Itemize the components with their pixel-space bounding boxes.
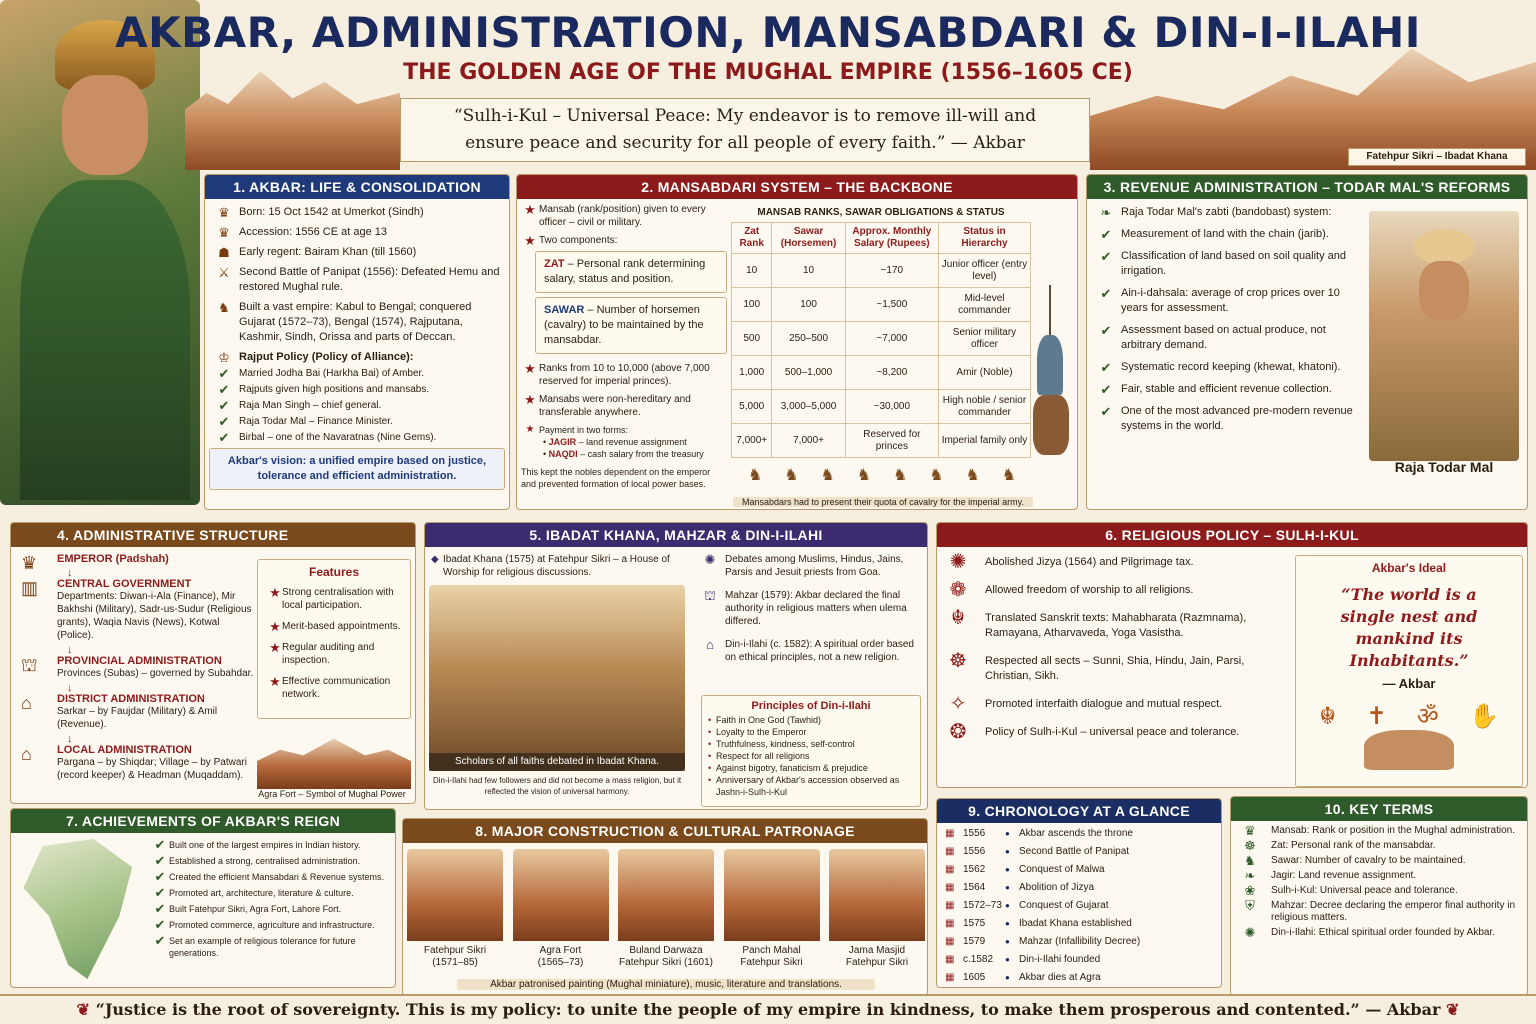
check-icon: ✔: [218, 414, 230, 429]
list-item: ★ Ranks from 10 to 10,000 (above 7,000 reserved for imperial princes).: [521, 362, 727, 388]
ideal-quote: “The world is a single nest and mankind its Inhabitants.”: [1340, 585, 1478, 670]
level-desc: Sarkar – by Faujdar (Military) & Amil (Revenue).: [57, 706, 218, 730]
check-icon: ✔: [154, 917, 166, 932]
mansab-table: [731, 205, 1031, 458]
horse-icon: ♞: [892, 467, 908, 484]
chronology-row: [941, 950, 1217, 968]
horse-icon: ♞: [856, 467, 872, 484]
list-item: ⛫ Mahzar (1579): Akbar declared the final authority in religious matters when ulema differed.: [695, 589, 923, 628]
check-icon: ✔: [218, 430, 230, 445]
building-icon: ▥: [21, 578, 39, 598]
chronology-year: ▦ 1605: [941, 971, 1005, 984]
page-subtitle: THE GOLDEN AGE OF THE MUGHAL EMPIRE (1556–1605 CE): [403, 60, 1133, 85]
cavalry-caption: Mansabdars had to present their quota of cavalry for the imperial army.: [733, 497, 1033, 507]
table-cell: Reserved for princes: [845, 424, 938, 458]
list-item: ✔ Raja Man Singh – chief general.: [209, 399, 505, 412]
dharma-icon: ☸: [1244, 838, 1256, 853]
leaf-icon: ❧: [1100, 205, 1112, 220]
principle-item: • Faith in One God (Tawhid): [708, 715, 822, 725]
faith-symbols: [1304, 703, 1514, 730]
list-item: ★ Two components:: [521, 234, 727, 247]
chronology-year: ▦ 1564: [941, 881, 1005, 894]
temple-icon: ⌂: [706, 637, 714, 652]
person-icon: ☗: [218, 245, 230, 260]
section-key-terms: [1230, 796, 1528, 996]
horse-icon: ♞: [784, 467, 799, 484]
level-desc: Departments: Diwan-i-Ala (Finance), Mir Bakhshi (Military), Sadr-us-Sudur (Religious grants), Waqia Navis (News), Kotwal (Police).: [57, 591, 252, 641]
chronology-row: [941, 861, 1217, 879]
check-circle-icon: ✔: [1100, 286, 1112, 301]
vision-box: Akbar's vision: a unified empire based on justice, tolerance and efficient administration.: [209, 448, 505, 490]
chronology-row: [941, 843, 1217, 861]
check-icon: ✔: [154, 853, 166, 868]
arrow-down-icon: ↓: [67, 567, 73, 579]
list-item: ★ Regular auditing and inspection.: [266, 641, 402, 667]
ornament-icon: ❦: [76, 1000, 91, 1019]
portrait-caption: Raja Todar Mal: [1394, 459, 1494, 475]
list-item: ♞ Sawar: Number of cavalry to be maintained.: [1235, 855, 1523, 867]
chronology-row: [941, 914, 1217, 932]
header-quote: [400, 98, 1090, 162]
list-item: ♛ Mansab: Rank or position in the Mughal administration.: [1235, 825, 1523, 837]
section-religious-policy: [936, 522, 1528, 788]
check-circle-icon: ✔: [1100, 360, 1112, 375]
fort-icon: ⌂: [21, 693, 32, 713]
table-cell: Senior military officer: [938, 322, 1030, 356]
list-item: ✔ Classification of land based on soil quality and irrigation.: [1091, 249, 1361, 279]
table-cell: ~7,000: [845, 322, 938, 356]
monument-image: [618, 849, 714, 941]
home-icon: ⌂: [21, 744, 32, 764]
star-icon: ★: [524, 361, 536, 376]
turban-icon: ♔: [218, 350, 230, 365]
mansab-footer: This kept the nobles dependent on the emperor and prevented formation of local power bases.: [521, 467, 711, 489]
chronology-row: [941, 825, 1217, 843]
table-row: [732, 390, 1031, 424]
praying-hands-illustration: [1364, 730, 1454, 770]
horse-icon: ♞: [1244, 853, 1256, 868]
check-icon: ✔: [218, 366, 230, 381]
table-cell: 5,000: [732, 390, 772, 424]
list-item: ⌂ Din-i-Ilahi (c. 1582): A spiritual order based on ethical principles, not a new religion.: [695, 638, 923, 664]
list-item: ⛨ Mahzar: Decree declaring the emperor final authority in religious matters.: [1235, 900, 1523, 924]
list-item: ❧ Jagir: Land revenue assignment.: [1235, 870, 1523, 882]
painting-caption: Scholars of all faiths debated in Ibadat Khana.: [429, 753, 685, 771]
admin-level: [15, 655, 255, 680]
table-cell: 100: [772, 288, 845, 322]
list-item: ☗ Early regent: Bairam Khan (till 1560): [209, 245, 505, 260]
section-ibadat-khana: [424, 522, 928, 810]
gate-icon: ⛫: [21, 655, 38, 675]
ideal-box: [1295, 555, 1523, 787]
table-row: [732, 322, 1031, 356]
list-item: ★ Payment in two forms:: [521, 424, 727, 436]
crown-icon: ♛: [1244, 823, 1256, 838]
section-revenue: [1086, 174, 1528, 510]
star-icon: ★: [525, 424, 535, 435]
table-cell: 500: [732, 322, 772, 356]
level-name: EMPEROR (Padshah): [57, 553, 169, 565]
monument-image: [407, 849, 503, 941]
chronology-year: ▦ 1562: [941, 863, 1005, 876]
chronology-event: ● Mahzar (Infallibility Decree): [1005, 935, 1217, 948]
principle-item: • Truthfulness, kindness, self-control: [708, 739, 855, 749]
section-title: 10. KEY TERMS: [1231, 797, 1527, 821]
list-item: ❧ Raja Todar Mal's zabti (bandobast) system:: [1091, 205, 1361, 220]
monument-card: [407, 849, 503, 969]
section-title: 4. ADMINISTRATIVE STRUCTURE: [11, 523, 415, 547]
check-icon: ✔: [154, 885, 166, 900]
section-title: 2. MANSABDARI SYSTEM – THE BACKBONE: [517, 175, 1077, 199]
section-title: 6. RELIGIOUS POLICY – SULH-I-KUL: [937, 523, 1527, 547]
table-cell: Amir (Noble): [938, 356, 1030, 390]
monument-date: Fatehpur Sikri: [740, 957, 803, 968]
table-header: Sawar (Horsemen): [772, 223, 845, 254]
admin-level: [15, 578, 255, 642]
table-cell: Junior officer (entry level): [938, 254, 1030, 288]
list-item: ✔ Created the efficient Mansabdari & Revenue systems.: [151, 871, 391, 883]
chronology-event: ● Din-i-Ilahi founded: [1005, 953, 1217, 966]
horse-icon: ♞: [747, 467, 763, 484]
list-item: ☸ Zat: Personal rank of the mansabdar.: [1235, 840, 1523, 852]
flame-icon: ❂: [949, 721, 967, 743]
features-box: [257, 559, 411, 719]
principle-item: • Against bigotry, fanaticism & prejudice: [708, 763, 868, 773]
list-item: ♛ Accession: 1556 CE at age 13: [209, 225, 505, 240]
list-item: ✔ Systematic record keeping (khewat, khatoni).: [1091, 360, 1361, 375]
chronology-event: ● Abolition of Jizya: [1005, 881, 1217, 894]
page-title: AKBAR, ADMINISTRATION, MANSABDARI & DIN-I-ILAHI: [115, 8, 1421, 57]
chronology-event: ● Ibadat Khana established: [1005, 917, 1217, 930]
monument-card: [724, 849, 820, 969]
check-circle-icon: ✔: [1100, 404, 1112, 419]
list-item: ⚔ Second Battle of Panipat (1556): Defeated Hemu and restored Mughal rule.: [209, 265, 505, 295]
bullet-icon: •: [708, 763, 712, 773]
table-header: Approx. Monthly Salary (Rupees): [845, 223, 938, 254]
star-icon: ★: [269, 674, 281, 689]
table-cell: High noble / senior commander: [938, 390, 1030, 424]
principle-item: • Loyalty to the Emperor: [708, 727, 807, 737]
chronology-year: ▦ 1556: [941, 827, 1005, 840]
swords-icon: ⚔: [218, 265, 230, 280]
ibadat-painting: [429, 585, 685, 771]
star-icon: ★: [269, 619, 281, 634]
faith-icon: ✺: [704, 552, 716, 567]
bullet-icon: •: [708, 727, 712, 737]
admin-level: [15, 693, 255, 731]
chronology-row: [941, 897, 1217, 915]
monument-name: Agra Fort: [539, 945, 582, 956]
monument-card: [513, 849, 609, 969]
list-item: ✔ Married Jodha Bai (Harkha Bai) of Amber.: [209, 367, 505, 380]
section-mansabdari: [516, 174, 1078, 510]
star-icon: ★: [524, 392, 536, 407]
fort-caption: Agra Fort – Symbol of Mughal Power: [258, 789, 406, 799]
todar-mal-portrait: [1369, 211, 1519, 461]
crown-icon: ♛: [218, 205, 230, 220]
ornament-icon: ❦: [1445, 1000, 1460, 1019]
table-header: Status in Hierarchy: [938, 223, 1030, 254]
list-item: ✔ Measurement of land with the chain (jarib).: [1091, 227, 1361, 242]
check-icon: ✔: [218, 398, 230, 413]
star-icon: ★: [524, 202, 536, 217]
bullet-icon: •: [708, 715, 712, 725]
features-title: Features: [308, 565, 360, 579]
wheel-icon: ☸: [949, 650, 967, 672]
ideal-title: Akbar's Ideal: [1371, 561, 1447, 575]
admin-level: [15, 553, 255, 573]
section-title: 5. IBADAT KHANA, MAHZAR & DIN-I-ILAHI: [425, 523, 927, 547]
check-icon: ✔: [154, 837, 166, 852]
star-icon: ★: [269, 585, 281, 600]
check-circle-icon: ✔: [1100, 227, 1112, 242]
list-item: ♞ Built a vast empire: Kabul to Bengal; conquered Gujarat (1572–73), Bengal (1574), Rajputana, Kashmir, Sindh, Orissa and parts of Deccan.: [209, 300, 505, 345]
chronology-event: ● Second Battle of Panipat: [1005, 845, 1217, 858]
star-icon: ★: [269, 640, 281, 655]
header-quote-line2: ensure peace and security for all people of every faith.” — Akbar: [465, 133, 1025, 153]
list-item: ✔ Ain-i-dahsala: average of crop prices over 10 years for assessment.: [1091, 286, 1361, 316]
chess-icon: ♞: [218, 300, 230, 315]
construction-footer: Akbar patronised painting (Mughal miniature), music, literature and translations.: [457, 979, 875, 990]
list-item: ✺ Abolished Jizya (1564) and Pilgrimage tax.: [949, 551, 1194, 573]
sparkle-icon: ✧: [949, 693, 967, 715]
monument-date: Fatehpur Sikri (1601): [619, 957, 713, 968]
table-row: [732, 356, 1031, 390]
ideal-author: — Akbar: [1382, 676, 1436, 691]
monument-date: Fatehpur Sikri: [845, 957, 909, 968]
lotus-icon: ❁: [949, 579, 967, 601]
bullet-icon: •: [708, 751, 712, 761]
monument-card: [829, 849, 925, 969]
table-cell: 100: [732, 288, 772, 322]
horse-icon: ♞: [929, 467, 944, 484]
table-cell: Imperial family only: [938, 424, 1030, 458]
admin-level: [15, 744, 255, 782]
list-item: ✔ Set an example of religious tolerance for future generations.: [151, 935, 391, 959]
list-item: ★ Mansab (rank/position) given to every officer – civil or military.: [521, 203, 727, 229]
section-chronology: [936, 798, 1222, 988]
section-admin-structure: [10, 522, 416, 804]
cross-icon: ✝: [1366, 703, 1387, 730]
chronology-event: ● Conquest of Gujarat: [1005, 899, 1217, 912]
list-item: ✔ Built Fatehpur Sikri, Agra Fort, Lahore Fort.: [151, 903, 391, 915]
table-header: Zat Rank: [732, 223, 772, 254]
table-cell: 500–1,000: [772, 356, 845, 390]
list-item: ✺ Din-i-Ilahi: Ethical spiritual order founded by Akbar.: [1235, 927, 1523, 939]
list-item: ✔ Birbal – one of the Navaratnas (Nine Gems).: [209, 431, 505, 444]
naqdi-line: • NAQDI – cash salary from the treasury: [543, 449, 704, 459]
list-item: ❂ Policy of Sulh-i-Kul – universal peace and tolerance.: [949, 721, 1240, 743]
level-name: PROVINCIAL ADMINISTRATION: [57, 655, 222, 667]
india-map: [17, 839, 145, 979]
monument-image: [829, 849, 925, 941]
horse-icon: ♞: [1001, 467, 1017, 484]
section-construction: [402, 818, 928, 996]
arrow-down-icon: ↓: [67, 644, 73, 656]
check-circle-icon: ✔: [1100, 382, 1112, 397]
list-item: ✺ Debates among Muslims, Hindus, Jains, Parsis and Jesuit priests from Goa.: [695, 553, 923, 579]
om-icon: ॐ: [1416, 703, 1439, 730]
list-item: ☸ Respected all sects – Sunni, Shia, Hindu, Jain, Parsi, Christian, Sikh.: [949, 650, 1245, 682]
table-row: [732, 254, 1031, 288]
diamond-icon: ◆: [431, 554, 439, 565]
list-item: ★ Mansabs were non-hereditary and transferable anywhere.: [521, 393, 727, 419]
monument-image: [513, 849, 609, 941]
table-row: [732, 424, 1031, 458]
horse-icon: ♞: [820, 467, 835, 484]
din-note: Din-i-Ilahi had few followers and did not become a mass religion, but it reflected the vision of universal harmony.: [432, 776, 682, 796]
chronology-year: ▦ 1579: [941, 935, 1005, 948]
section-life-consolidation: [204, 174, 510, 510]
chronology-row: [941, 932, 1217, 950]
cavalry-row: [737, 465, 1027, 487]
chronology-event: ● Akbar ascends the throne: [1005, 827, 1217, 840]
horse-icon: ♞: [965, 467, 980, 484]
arrow-down-icon: ↓: [67, 682, 73, 694]
zat-box: ZAT – Personal rank determining salary, status and position.: [535, 251, 727, 293]
mosque-icon: ⛫: [704, 588, 716, 603]
table-cell: ~30,000: [845, 390, 938, 424]
list-item: ✧ Promoted interfaith dialogue and mutual respect.: [949, 693, 1223, 715]
table-cell: 10: [772, 254, 845, 288]
khanda-icon: ☬: [950, 607, 966, 629]
list-item: ★ Merit-based appointments.: [266, 620, 402, 633]
chronology-row: [941, 968, 1217, 986]
level-name: DISTRICT ADMINISTRATION: [57, 693, 205, 705]
chronology-year: ▦ c.1582: [941, 953, 1005, 966]
table-cell: ~170: [845, 254, 938, 288]
list-item: ☬ Translated Sanskrit texts: Mahabharata (Razmnama), Ramayana, Atharvaveda, Yoga Vasistha.: [950, 607, 1247, 639]
chronology-event: ● Conquest of Malwa: [1005, 863, 1217, 876]
chronology-year: ▦ 1575: [941, 917, 1005, 930]
principle-item: • Anniversary of Akbar's accession observed as Jashn-i-Sulh-i-Kul: [708, 775, 900, 797]
monument-date: (1571–85): [432, 957, 478, 968]
footer-quote: ❦ “Justice is the root of sovereignty. This is my policy: to unite the people of my empire in kindness, to make them prosperous and contented.” — Akbar ❦: [0, 994, 1536, 1024]
monument-name: Fatehpur Sikri: [423, 945, 487, 956]
check-icon: ✔: [154, 901, 166, 916]
monument-name: Panch Mahal: [742, 945, 801, 956]
arrow-down-icon: ↓: [67, 733, 73, 745]
list-item: ✔ Established a strong, centralised administration.: [151, 855, 391, 867]
level-name: CENTRAL GOVERNMENT: [57, 578, 192, 590]
bullet-icon: •: [708, 739, 712, 749]
section-title: 7. ACHIEVEMENTS OF AKBAR'S REIGN: [11, 809, 395, 833]
list-item: ✔ One of the most advanced pre-modern revenue systems in the world.: [1091, 404, 1361, 434]
hand-icon: ✋: [1468, 703, 1499, 730]
jagir-line: • JAGIR – land revenue assignment: [543, 437, 687, 447]
table-cell: ~1,500: [845, 288, 938, 322]
monument-name: Buland Darwaza: [629, 945, 703, 956]
level-desc: Pargana – by Shiqdar; Village – by Patwari (record keeper) & Headman (Muqaddam).: [57, 757, 247, 781]
leaf-icon: ❧: [1244, 868, 1256, 883]
section-title: 1. AKBAR: LIFE & CONSOLIDATION: [205, 175, 509, 199]
table-cell: 7,000+: [772, 424, 845, 458]
section-title: 3. REVENUE ADMINISTRATION – TODAR MAL'S REFORMS: [1087, 175, 1527, 199]
rajput-title: ♔ Rajput Policy (Policy of Alliance):: [209, 350, 505, 365]
ibadat-intro: ◆ Ibadat Khana (1575) at Fatehpur Sikri – a House of Worship for religious discussions.: [431, 554, 670, 578]
star-icon: ★: [524, 233, 536, 248]
check-icon: ✔: [154, 933, 166, 948]
list-item: ✔ Promoted commerce, agriculture and infrastructure.: [151, 919, 391, 931]
check-circle-icon: ✔: [1100, 249, 1112, 264]
dharma-icon: ✺: [949, 551, 967, 573]
crown-icon: ♛: [21, 553, 38, 573]
table-cell: 1,000: [732, 356, 772, 390]
chronology-event: ● Akbar dies at Agra: [1005, 971, 1217, 984]
khanda-icon: ☬: [1319, 703, 1337, 730]
table-cell: 250–500: [772, 322, 845, 356]
bullet-icon: •: [708, 775, 712, 785]
horseman-illustration: [1033, 285, 1073, 485]
monument-date: (1565–73): [537, 957, 584, 968]
principles-box: [701, 695, 921, 807]
section-title: 8. MAJOR CONSTRUCTION & CULTURAL PATRONAGE: [403, 819, 927, 843]
chronology-year: ▦ 1556: [941, 845, 1005, 858]
table-cell: 10: [732, 254, 772, 288]
chronology-year: ▦ 1572–73: [941, 899, 1005, 912]
list-item: ✔ Built one of the largest empires in Indian history.: [151, 839, 391, 851]
check-icon: ✔: [218, 382, 230, 397]
list-item: ✔ Rajputs given high positions and mansabs.: [209, 383, 505, 396]
principles-title: Principles of Din-i-Ilahi: [751, 700, 871, 712]
table-row: [732, 288, 1031, 322]
table-cell: ~8,200: [845, 356, 938, 390]
agra-fort-illustration: [257, 733, 411, 789]
list-item: ✔ Promoted art, architecture, literature & culture.: [151, 887, 391, 899]
list-item: ❀ Sulh-i-Kul: Universal peace and tolerance.: [1235, 885, 1523, 897]
header-quote-line1: “Sulh-i-Kul – Universal Peace: My endeavor is to remove ill-will and: [453, 106, 1037, 126]
principle-item: • Respect for all religions: [708, 751, 810, 761]
flower-icon: ❀: [1244, 883, 1256, 898]
table-cell: Mid-level commander: [938, 288, 1030, 322]
list-item: ✔ Raja Todar Mal – Finance Minister.: [209, 415, 505, 428]
section-title: 9. CHRONOLOGY AT A GLANCE: [937, 799, 1221, 823]
check-icon: ✔: [154, 869, 166, 884]
crown-icon: ♛: [218, 225, 230, 240]
section-achievements: [10, 808, 396, 988]
monument-image: [724, 849, 820, 941]
list-item: ★ Effective communication network.: [266, 675, 402, 701]
monument-name: Jama Masjid: [848, 945, 906, 956]
list-item: ✔ Fair, stable and efficient revenue collection.: [1091, 382, 1361, 397]
image-caption: Fatehpur Sikri – Ibadat Khana: [1348, 148, 1526, 166]
sawar-box: SAWAR – Number of horsemen (cavalry) to be maintained by the mansabdar.: [535, 297, 727, 354]
list-item: ♛ Born: 15 Oct 1542 at Umerkot (Sindh): [209, 205, 505, 220]
table-cell: 3,000–5,000: [772, 390, 845, 424]
chronology-row: [941, 879, 1217, 897]
level-desc: Provinces (Subas) – governed by Subahdar.: [57, 668, 254, 679]
check-circle-icon: ✔: [1100, 323, 1112, 338]
list-item: ❁ Allowed freedom of worship to all religions.: [949, 579, 1194, 601]
table-title: MANSAB RANKS, SAWAR OBLIGATIONS & STATUS: [757, 207, 1005, 218]
list-item: ★ Strong centralisation with local participation.: [266, 586, 402, 612]
emblem-icon: ✺: [1244, 925, 1256, 940]
shield-icon: ⛨: [1245, 898, 1255, 913]
monument-card: [618, 849, 714, 969]
list-item: ✔ Assessment based on actual produce, not arbitrary demand.: [1091, 323, 1361, 353]
table-cell: 7,000+: [732, 424, 772, 458]
level-name: LOCAL ADMINISTRATION: [57, 744, 192, 756]
